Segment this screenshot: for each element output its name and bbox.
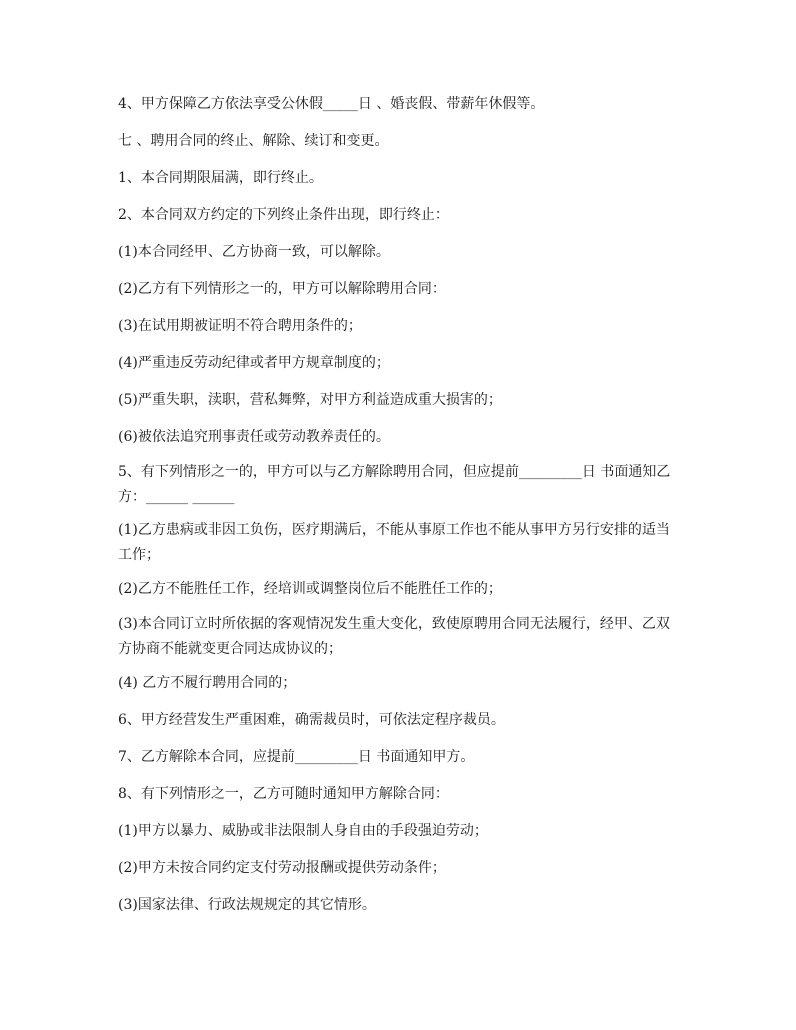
item-2-dismissal-cases: (2)乙方有下列情形之一的，甲方可以解除聘用合同： (118, 281, 446, 297)
item-1-illness: (1)乙方患病或非因工负伤，医疗期满后，不能从事原工作也不能从事甲方另行安排的适当工作； (118, 522, 670, 563)
paragraph-4-holidays: 4、甲方保障乙方依法享受公休假_____日 、婚丧假、带薪年休假等。 (118, 96, 545, 112)
item-4-discipline: (4)严重违反劳动纪律或者甲方规章制度的； (118, 355, 390, 371)
paragraph-1-termination: 1、本合同期限届满，即行终止。 (118, 170, 323, 186)
item-3-circumstance-change: (3)本合同订立时所依据的客观情况发生重大变化，致使原聘用合同无法履行，经甲、乙双方协商不能就变更合同达成协议的； (118, 616, 670, 657)
item-3-probation: (3)在试用期被证明不符合聘用条件的； (118, 318, 362, 334)
item-6-criminal: (6)被依法追究刑事责任或劳动教养责任的。 (118, 429, 390, 445)
item-2-unpaid-wages: (2)甲方未按合同约定支付劳动报酬或提供劳动条件； (118, 860, 446, 876)
item-2-incompetence: (2)乙方不能胜任工作，经培训或调整岗位后不能胜任工作的； (118, 581, 502, 597)
paragraph-5-notice: 5、有下列情形之一的，甲方可以与乙方解除聘用合同，但应提前_________日 书面通知乙方：______ ______ (118, 464, 671, 505)
paragraph-7-employee-notice: 7、乙方解除本合同，应提前_________日 书面通知甲方。 (118, 749, 475, 765)
section-7-heading: 七 、聘用合同的终止、解除、续订和变更。 (118, 133, 389, 149)
item-3-legal-cases: (3)国家法律、行政法规规定的其它情形。 (118, 897, 376, 913)
paragraph-8-immediate-termination: 8、有下列情形之一，乙方可随时通知甲方解除合同： (118, 786, 449, 802)
item-1-mutual-agreement: (1)本合同经甲、乙方协商一致，可以解除。 (118, 244, 390, 260)
paragraph-6-layoffs: 6、甲方经营发生严重困难，确需裁员时，可依法定程序裁员。 (118, 712, 505, 728)
item-5-misconduct: (5)严重失职，渎职，营私舞弊，对甲方利益造成重大损害的； (118, 392, 502, 408)
item-4-nonperformance: (4) 乙方不履行聘用合同的； (118, 675, 297, 691)
paragraph-2-conditions: 2、本合同双方约定的下列终止条件出现，即行终止： (118, 207, 449, 223)
item-1-forced-labor: (1)甲方以暴力、威胁或非法限制人身自由的手段强迫劳动； (118, 823, 488, 839)
